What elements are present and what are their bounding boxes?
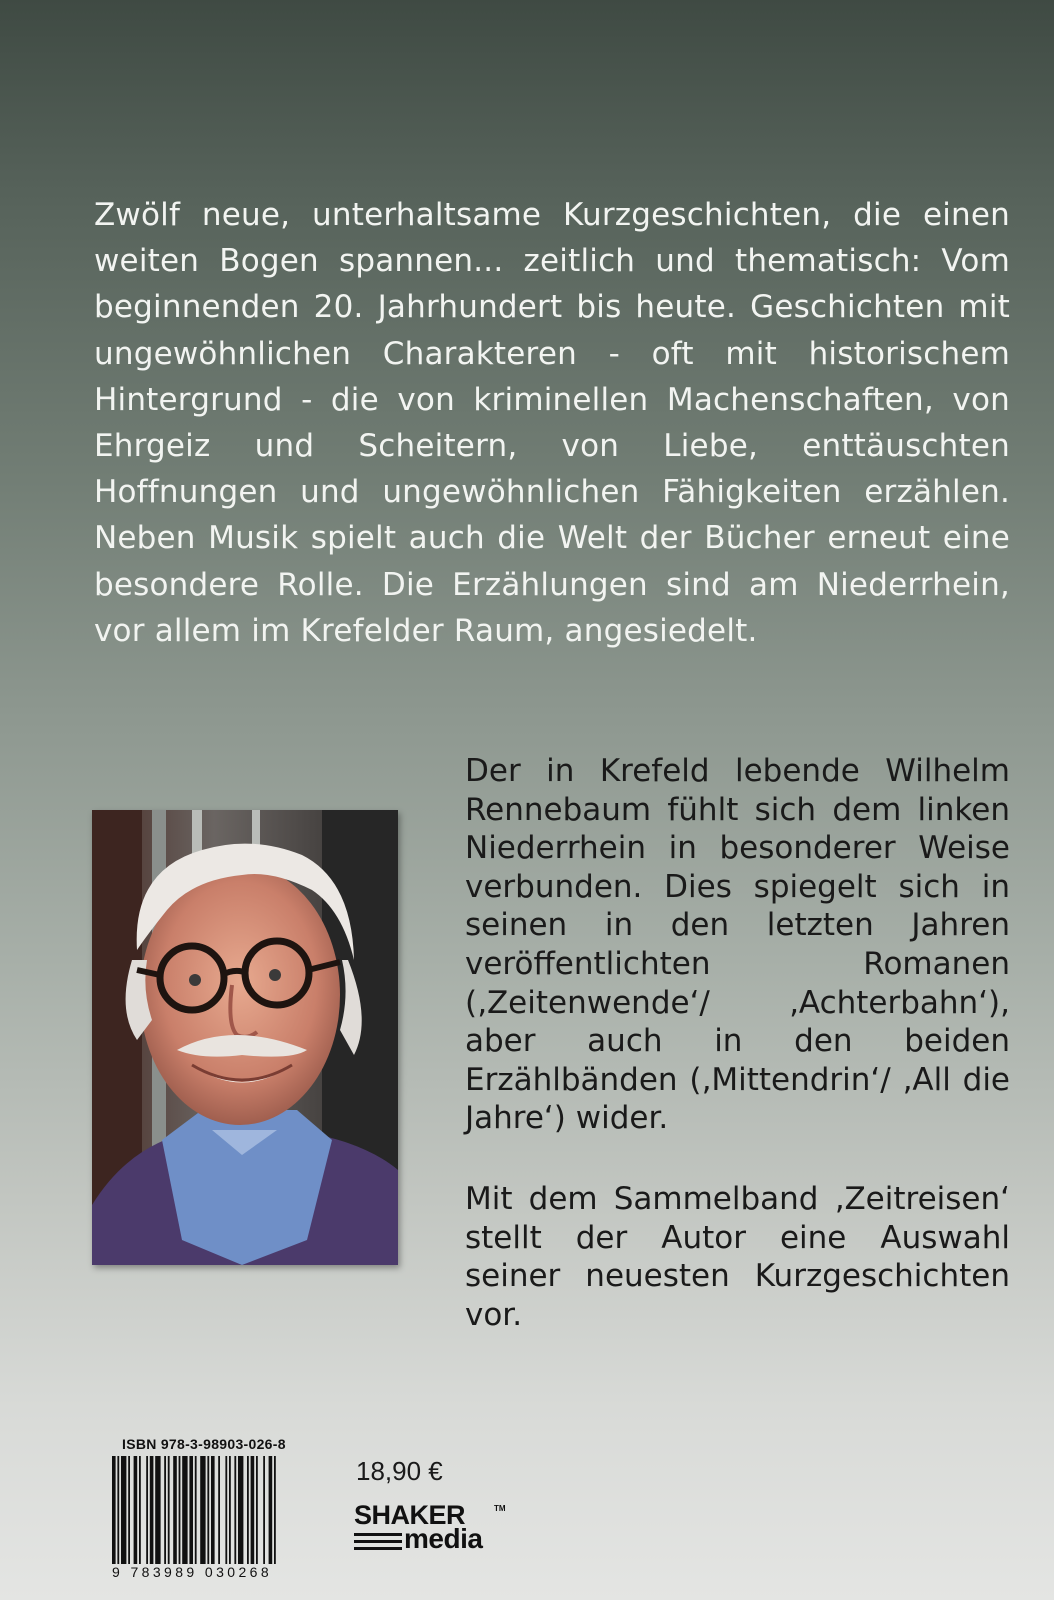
author-photo (92, 810, 398, 1265)
blurb-text: Zwölf neue, unterhaltsame Kurzgeschichten, die einen weiten Bogen spannen... zeitlich und thematisch: Vom beginnenden 20. Jahrhundert bis heute. Geschichten mit ungewöhnlichen Charakteren - oft mit historischem Hintergrund - die von kriminellen Machenschaften, von Ehrgeiz und Scheitern, von Liebe, enttäuschten Hoffnungen und ungewöhnlichen Fähigkeiten erzählen. Neben Musik spielt auch die Welt der Bücher erneut eine besondere Rolle. Die Erzählungen sind am Niederrhein, vor allem im Krefelder Raum, angesiedelt. (94, 197, 1010, 649)
author-bio-paragraph-1: Der in Krefeld lebende Wilhelm Rennebaum fühlt sich dem linken Niederrhein in besonderer Weise verbunden. Dies spiegelt sich in seinen in den letzten Jahren veröffentlichten Romanen (‚Zeitenwende‘/ ‚Achterbahn‘), aber auch in den beiden Erzählbänden (‚Mittendrin‘/ ‚All die Jahre‘) wider. (465, 753, 1010, 1137)
publisher-logo-trademark: TM (494, 1504, 506, 1513)
barcode-icon (112, 1456, 327, 1564)
price-label: 18,90 € (356, 1456, 443, 1486)
publisher-logo-media: media (404, 1523, 483, 1554)
author-portrait-image (92, 810, 398, 1265)
isbn-label: ISBN 978-3-98903-026-8 (122, 1436, 286, 1452)
author-bio-paragraph-2: Mit dem Sammelband ‚Zeitreisen‘ stellt der Autor eine Auswahl seiner neuesten Kurzgeschichten vor. (465, 1181, 1010, 1333)
publisher-logo-lines-icon (354, 1531, 402, 1553)
barcode-digits: 9 783989 030268 (112, 1564, 272, 1580)
barcode-block (112, 1436, 327, 1582)
publisher-logo-shaker: SHAKER (354, 1500, 466, 1530)
publisher-logo (354, 1502, 514, 1558)
